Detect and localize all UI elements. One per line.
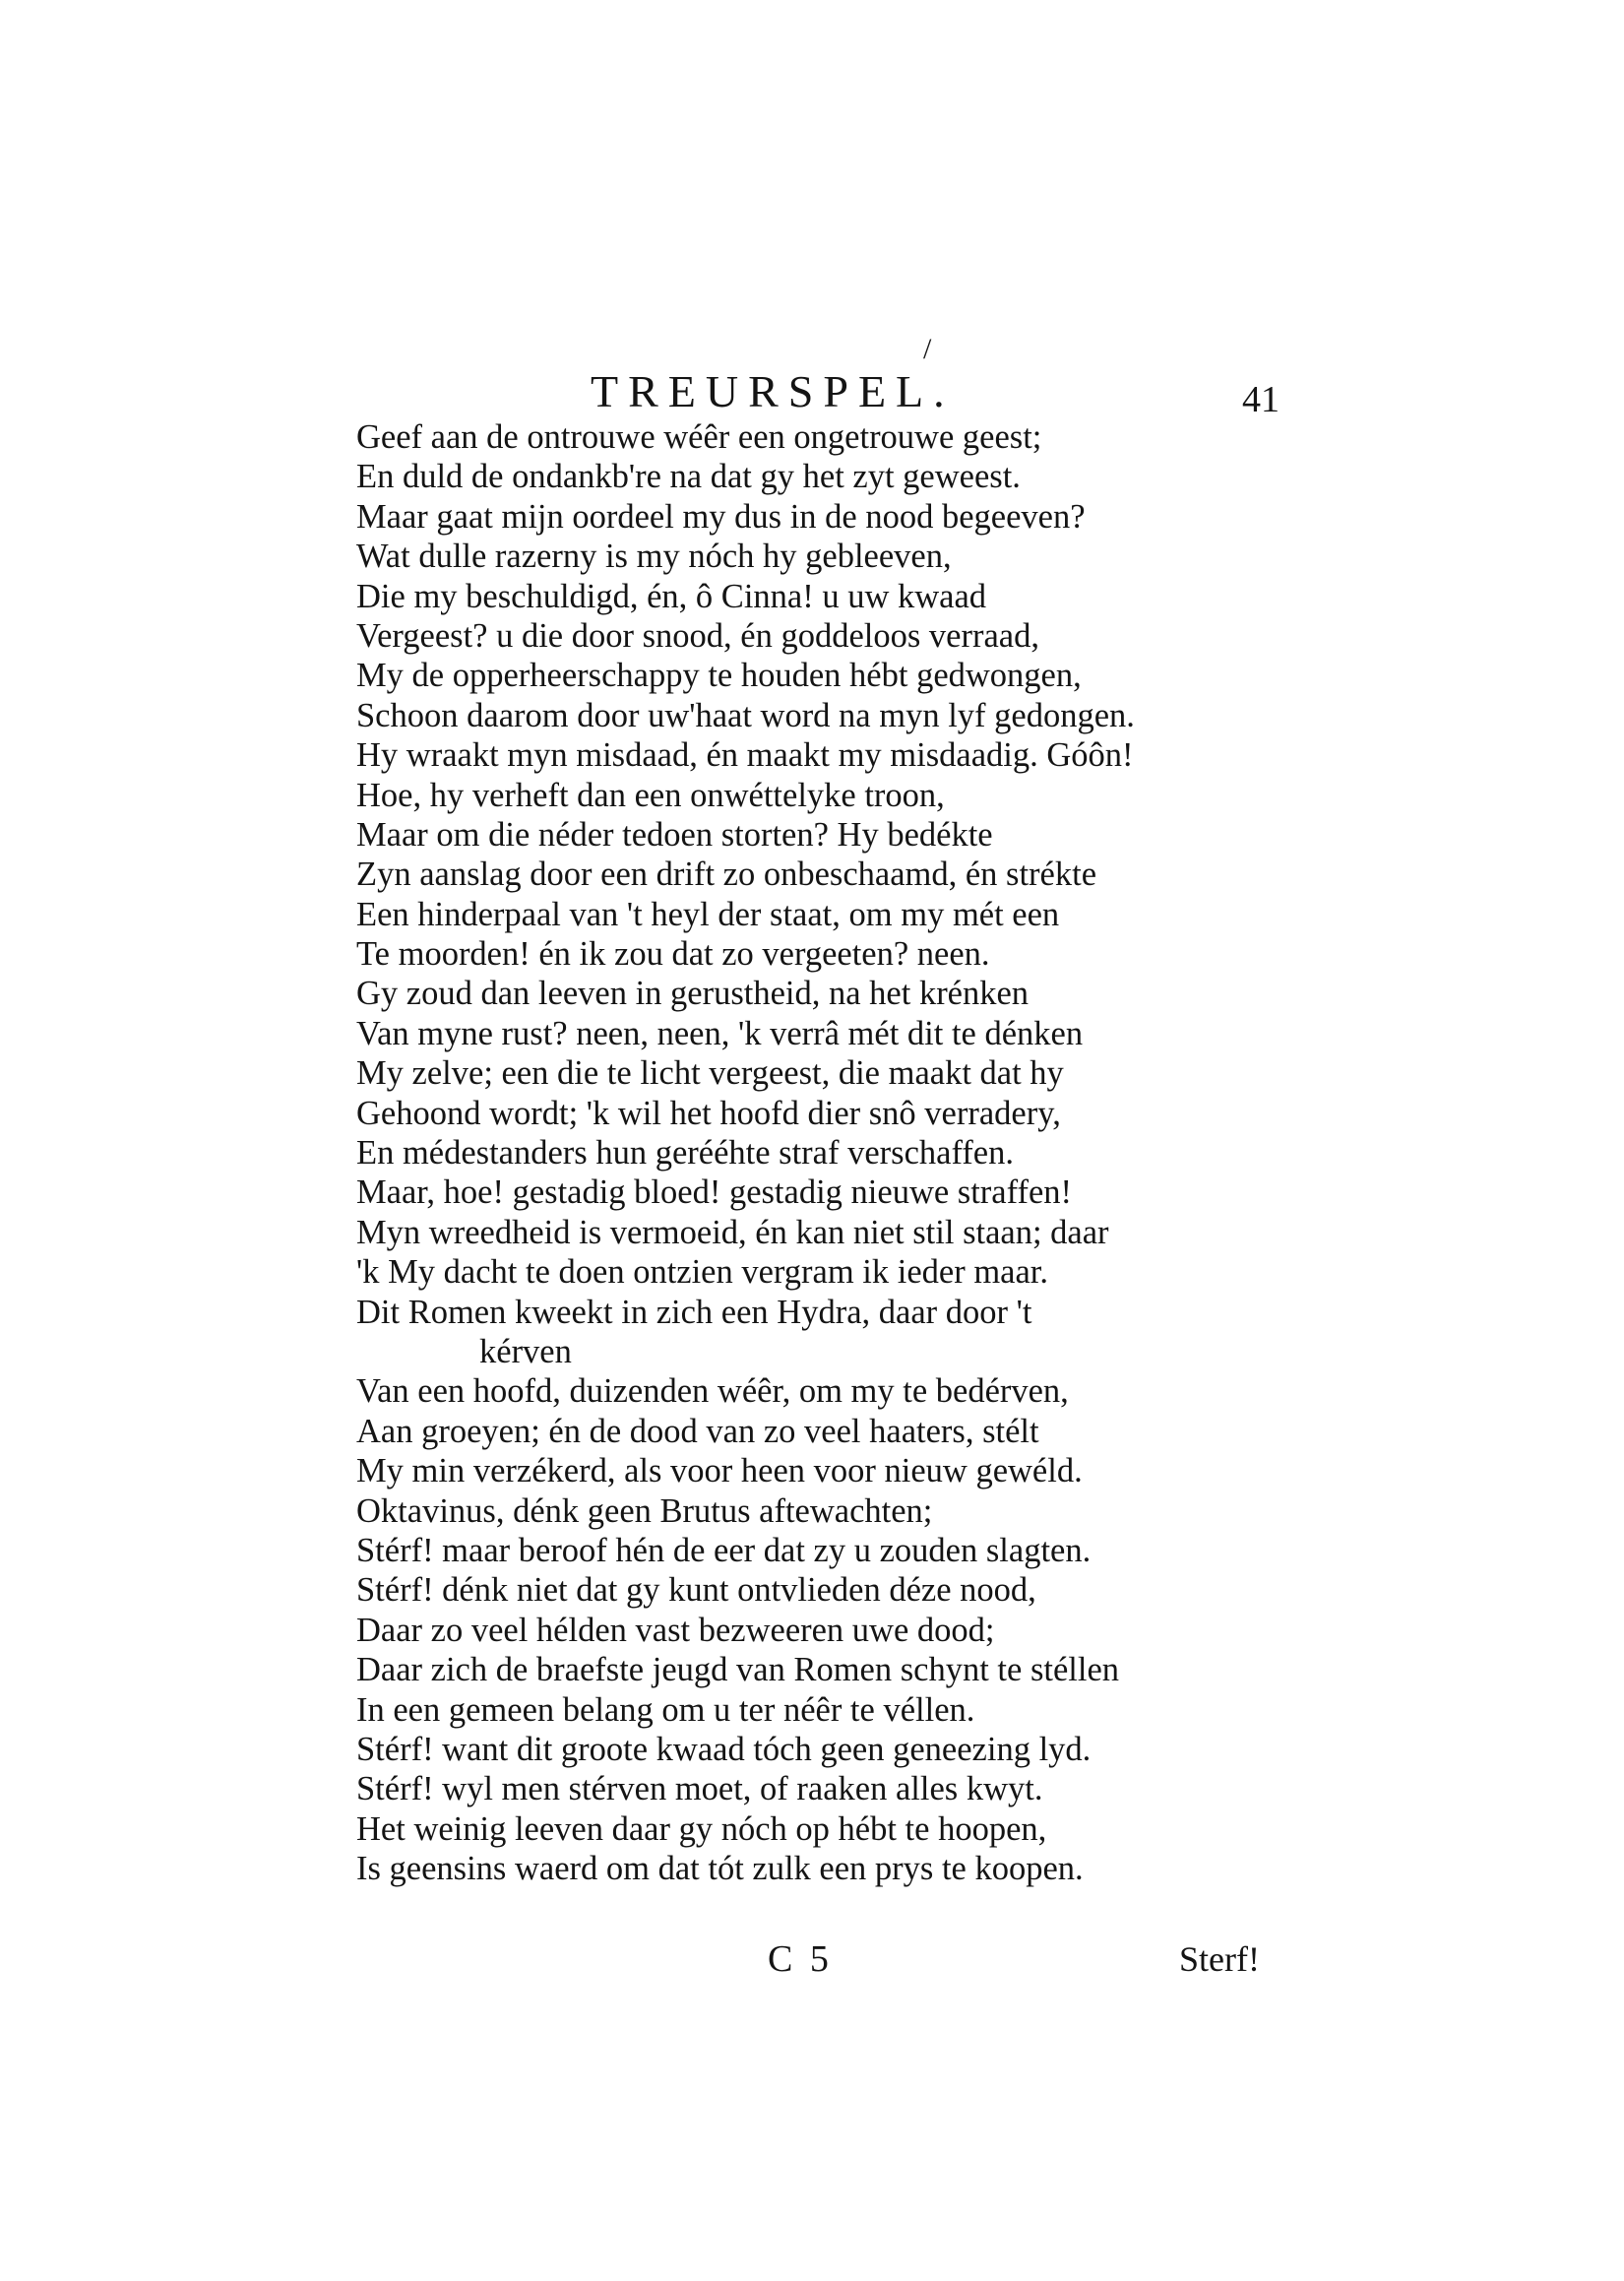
verse-line: Die my beschuldigd, én, ô Cinna! u uw kwaad — [356, 577, 987, 615]
catchword: Sterf! — [1179, 1939, 1260, 1979]
verse-line-turnover: kérven — [479, 1332, 572, 1370]
verse-line: Stérf! wyl men stérven moet, of raaken alles kwyt. — [356, 1770, 1043, 1808]
verse-line: Daar zo veel hélden vast bezweeren uwe dood; — [356, 1611, 995, 1649]
verse-line: Wat dulle razerny is my nóch hy gebleeven, — [356, 538, 952, 576]
verse-line: Gehoond wordt; 'k wil het hoofd dier snô verradery, — [356, 1094, 1061, 1132]
verse-text — [356, 417, 1301, 1888]
verse-line: Het weinig leeven daar gy nóch op hébt te hoopen, — [356, 1809, 1047, 1848]
verse-line: Zyn aanslag door een drift zo onbeschaamd, én strékte — [356, 855, 1097, 894]
verse-line: Een hinderpaal van 't heyl der staat, om my mét een — [356, 895, 1060, 933]
verse-line: Vergeest? u die door snood, én goddeloos verraad, — [356, 616, 1039, 655]
verse-line: Stérf! want dit groote kwaad tóch geen geneezing lyd. — [356, 1730, 1092, 1768]
verse-line: En médestanders hun gerééhte straf verschaffen. — [356, 1134, 1014, 1172]
running-head: TREURSPEL. — [591, 366, 955, 416]
verse-line: Maar om die néder tedoen storten? Hy bedékte — [356, 815, 993, 854]
verse-line: Dit Romen kweekt in zich een Hydra, daar door 't — [356, 1293, 1032, 1331]
verse-line: 'k My dacht te doen ontzien vergram ik ieder maar. — [356, 1253, 1049, 1292]
verse-line: Schoon daarom door uw'haat word na myn lyf gedongen. — [356, 696, 1135, 734]
page-number: 41 — [1242, 379, 1280, 420]
verse-line: Maar gaat mijn oordeel my dus in de nood begeeven? — [356, 497, 1086, 536]
verse-line: Van myne rust? neen, neen, 'k verrâ mét dit te dénken — [356, 1014, 1084, 1052]
verse-line: Geef aan de ontrouwe wéêr een ongetrouwe geest; — [356, 418, 1042, 456]
signature-mark: C 5 — [768, 1938, 833, 1980]
verse-line: Hy wraakt myn misdaad, én maakt my misdaadig. Góôn! — [356, 736, 1134, 775]
verse-line: Is geensins waerd om dat tót zulk een prys te koopen. — [356, 1850, 1084, 1888]
verse-line: My min verzékerd, als voor heen voor nieuw gewéld. — [356, 1452, 1083, 1490]
verse-line: In een gemeen belang om u ter néêr te véllen. — [356, 1690, 975, 1729]
header-mark: / — [923, 333, 932, 365]
verse-line: Gy zoud dan leeven in gerustheid, na het krénken — [356, 975, 1030, 1013]
verse-line: Stérf! maar beroof hén de eer dat zy u zouden slagten. — [356, 1531, 1092, 1569]
verse-line: Daar zich de braefste jeugd van Romen schynt te stéllen — [356, 1651, 1120, 1689]
verse-line: Oktavinus, dénk geen Brutus aftewachten; — [356, 1491, 933, 1530]
verse-line: My de opperheerschappy te houden hébt gedwongen, — [356, 657, 1082, 695]
verse-line: Te moorden! én ik zou dat zo vergeeten? neen. — [356, 935, 990, 974]
verse-line: Myn wreedheid is vermoeid, én kan niet stil staan; daar — [356, 1213, 1109, 1251]
verse-line: Aan groeyen; én de dood van zo veel haaters, stélt — [356, 1412, 1039, 1450]
verse-line: My zelve; een die te licht vergeest, die maakt dat hy — [356, 1054, 1064, 1093]
verse-line: Maar, hoe! gestadig bloed! gestadig nieuwe straffen! — [356, 1173, 1073, 1212]
verse-line: Hoe, hy verheft dan een onwéttelyke troon, — [356, 776, 945, 814]
verse-line: Van een hoofd, duizenden wéêr, om my te bedérven, — [356, 1372, 1069, 1411]
verse-line: En duld de ondankb're na dat gy het zyt geweest. — [356, 458, 1021, 496]
verse-line: Stérf! dénk niet dat gy kunt ontvlieden déze nood, — [356, 1571, 1036, 1610]
